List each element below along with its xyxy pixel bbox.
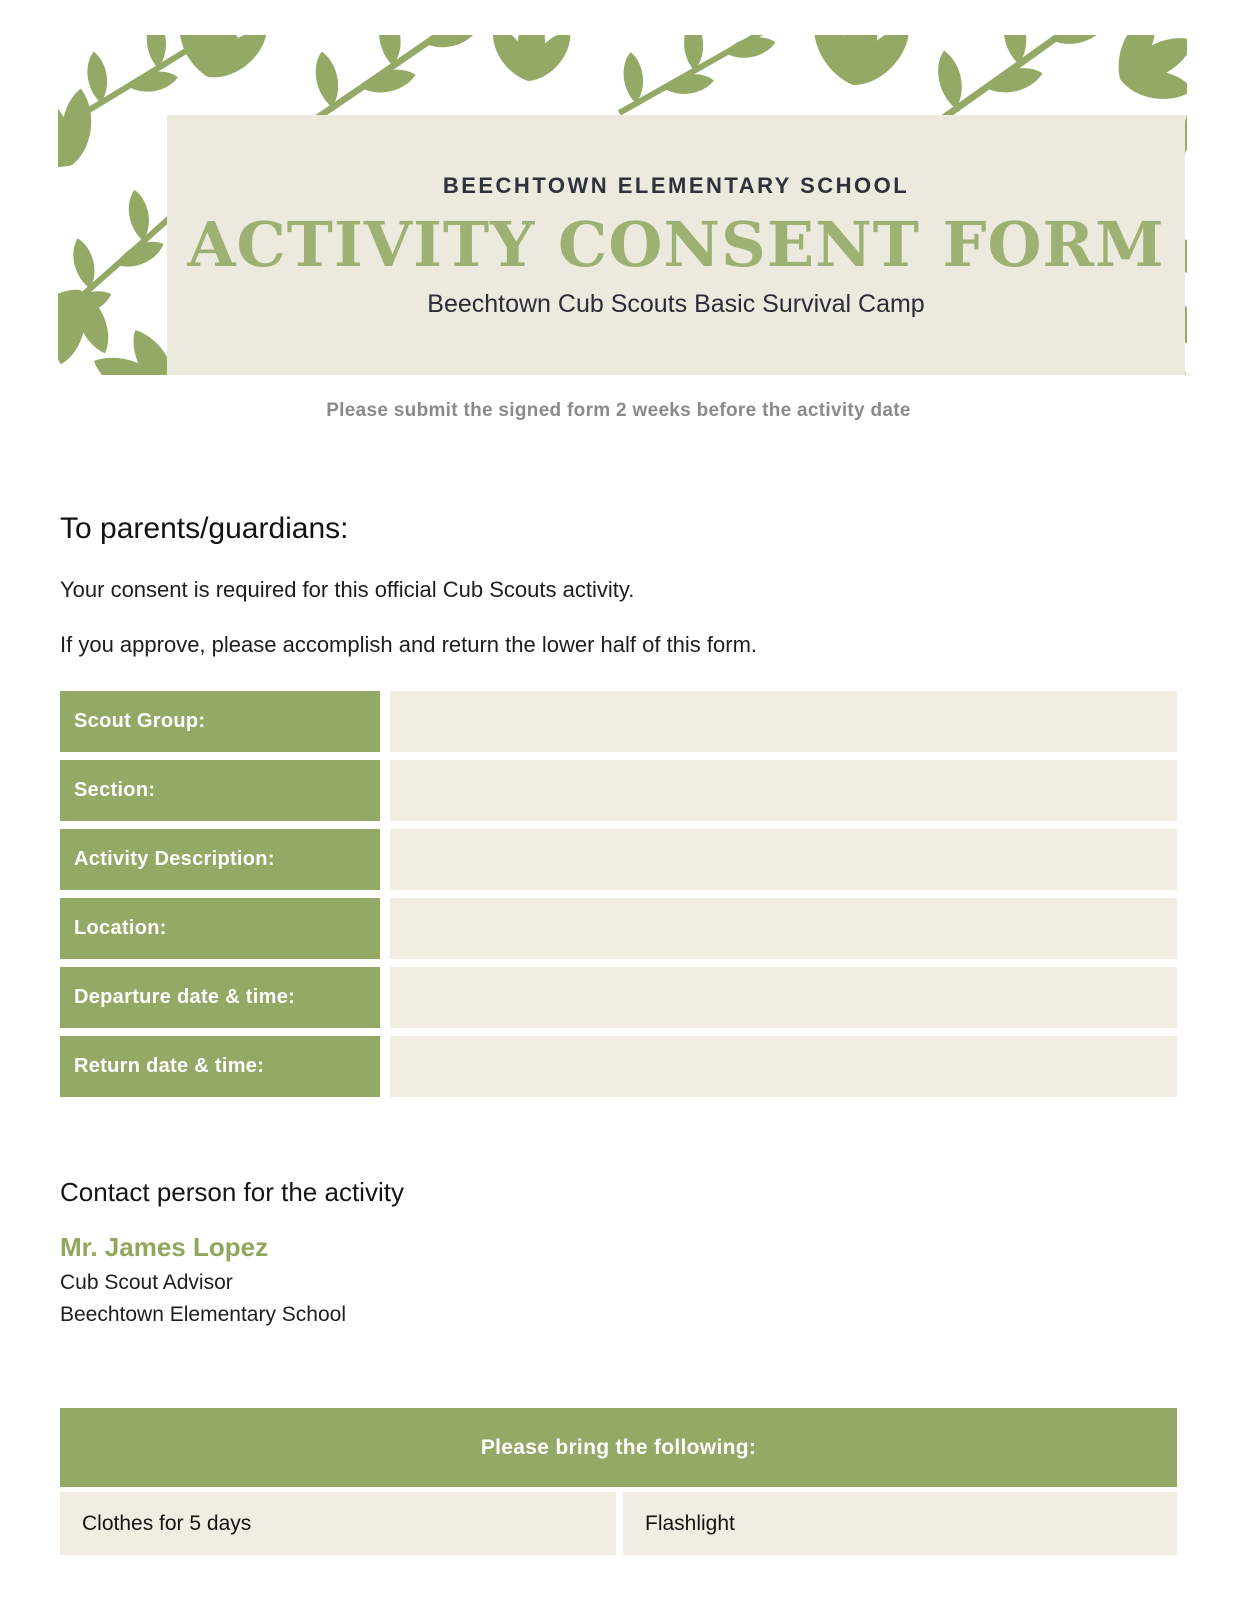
field-label-return: Return date & time: [60,1036,380,1097]
contact-organization: Beechtown Elementary School [60,1303,346,1326]
field-input-return[interactable] [390,1036,1177,1097]
intro-line-2: If you approve, please accomplish and return the lower half of this form. [60,632,758,657]
field-input-departure[interactable] [390,967,1177,1028]
bring-item-flashlight: Flashlight [623,1492,1177,1555]
field-row [60,1036,1177,1097]
field-row [60,760,1177,821]
bring-header: Please bring the following: [60,1408,1177,1487]
field-row [60,898,1177,959]
banner-card [167,115,1185,375]
field-row [60,829,1177,890]
field-label-section: Section: [60,760,380,821]
field-label-departure: Departure date & time: [60,967,380,1028]
bring-item-clothes: Clothes for 5 days [60,1492,616,1555]
field-label-location: Location: [60,898,380,959]
intro-heading: To parents/guardians: [60,512,349,545]
contact-name: Mr. James Lopez [60,1232,269,1262]
submission-notice: Please submit the signed form 2 weeks before the activity date [326,400,911,421]
school-name: BEECHTOWN ELEMENTARY SCHOOL [442,173,910,199]
field-label-activity-description: Activity Description: [60,829,380,890]
field-input-location[interactable] [390,898,1177,959]
field-input-scout-group[interactable] [390,691,1177,752]
intro-line-1: Your consent is required for this official Cub Scouts activity. [60,577,635,602]
field-input-activity-description[interactable] [390,829,1177,890]
field-row [60,691,1177,752]
contact-role: Cub Scout Advisor [60,1271,233,1294]
form-subtitle: Beechtown Cub Scouts Basic Survival Camp [427,289,925,318]
field-row [60,967,1177,1028]
field-input-section[interactable] [390,760,1177,821]
field-label-scout-group: Scout Group: [60,691,380,752]
contact-heading: Contact person for the activity [60,1177,404,1207]
form-title: ACTIVITY CONSENT FORM [187,208,1165,282]
leaf-banner [58,35,1187,375]
